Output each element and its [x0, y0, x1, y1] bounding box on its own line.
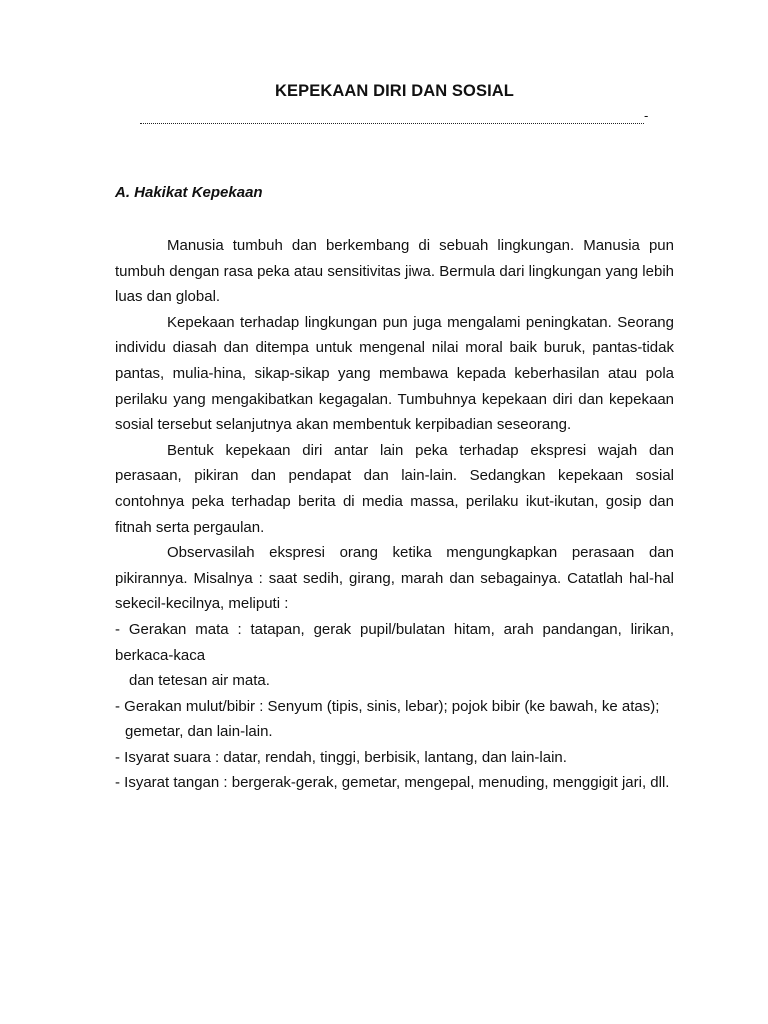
paragraph-1: Manusia tumbuh dan berkembang di sebuah lingkungan. Manusia pun tumbuh dengan rasa peka atau sensitivitas jiwa. Bermula dari lingkungan yang lebih luas dan global. [115, 237, 674, 306]
bullet-mouth-movement: - Gerakan mulut/bibir : Senyum (tipis, sinis, lebar); pojok bibir (ke bawah, ke atas); [115, 697, 660, 715]
document-title: KEPEKAAN DIRI DAN SOSIAL [275, 82, 514, 100]
bullet-mouth-movement-continuation: gemetar, dan lain-lain. [125, 723, 273, 741]
bullet-eye-movement-continuation: dan tetesan air mata. [129, 672, 270, 690]
bullet-hand-signal: - Isyarat tangan : bergerak-gerak, gemetar, mengepal, menuding, menggigit jari, dll. [115, 774, 670, 792]
bullet-eye-movement: - Gerakan mata : tatapan, gerak pupil/bulatan hitam, arah pandangan, lirikan, berkaca-kaca [115, 620, 674, 664]
paragraph-2: Kepekaan terhadap lingkungan pun juga mengalami peningkatan. Seorang individu diasah dan ditempa untuk mengenal nilai moral baik buruk, pantas-tidak pantas, mulia-hina, sikap-sikap yang membawa kepada keberhasilan atau pola perilaku yang mengakibatkan kegagalan. Tumbuhnya kepekaan diri dan kepekaan sosial tersebut selanjutnya akan membentuk kerpibadian seseorang. [115, 313, 674, 434]
paragraph-3: Bentuk kepekaan diri antar lain peka terhadap ekspresi wajah dan perasaan, pikiran dan pendapat dan lain-lain. Sedangkan kepekaan sosial contohnya peka terhadap berita di media massa, perilaku ikut-ikutan, gosip dan fitnah serta pergaulan. [115, 441, 674, 536]
bullet-voice-signal: - Isyarat suara : datar, rendah, tinggi, berbisik, lantang, dan lain-lain. [115, 748, 567, 766]
divider-mark: - [644, 108, 649, 123]
section-heading: A. Hakikat Kepekaan [115, 184, 263, 201]
document-body [115, 233, 674, 796]
paragraph-4: Observasilah ekspresi orang ketika mengungkapkan perasaan dan pikirannya. Misalnya : saat sedih, girang, marah dan sebagainya. Catatlah hal-hal sekecil-kecilnya, meliputi : [115, 544, 674, 613]
title-divider [140, 123, 644, 124]
